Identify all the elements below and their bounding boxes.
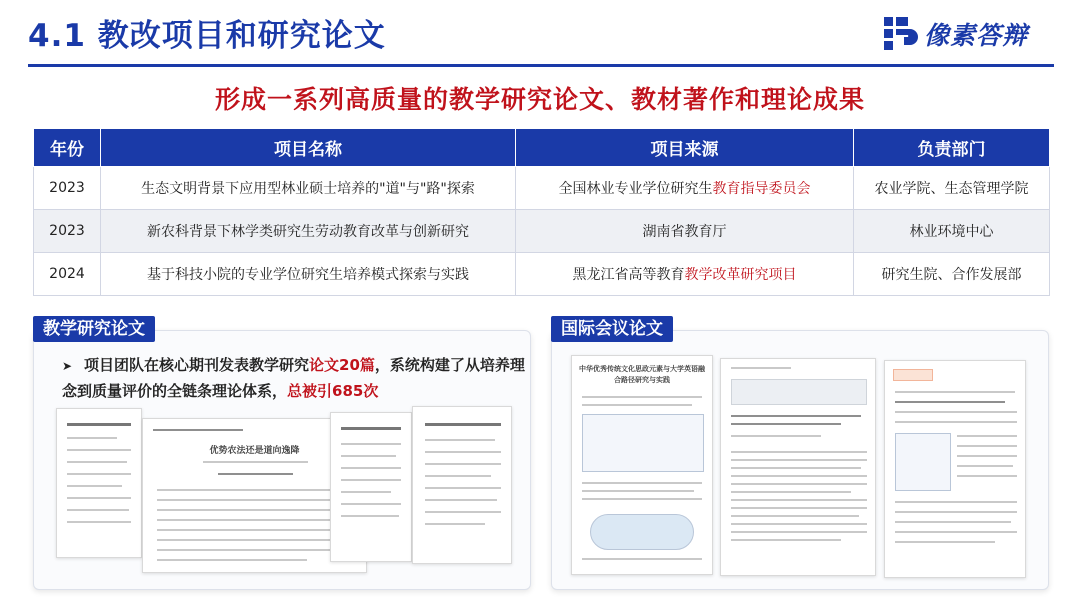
source-text: 湖南省教育厅 (642, 224, 727, 240)
paper-thumbnail (56, 408, 142, 558)
col-header-name: 项目名称 (101, 129, 516, 167)
pixel-logo-icon (884, 17, 918, 51)
arrow-right-icon: ➤ (62, 359, 73, 373)
projects-table (33, 128, 1050, 296)
source-text: 全国林业专业学位研究生 (558, 181, 713, 197)
conference-paper-thumbnail (720, 358, 876, 576)
header-divider (28, 64, 1054, 67)
conference-paper-thumbnail (571, 355, 713, 575)
summary-text-2: ，系统构建了从培养理念到质量评价的全链条理论体系， (62, 356, 525, 400)
table-row (34, 167, 1050, 210)
cell-source (516, 167, 854, 210)
conference-papers-tag: 国际会议论文 (551, 316, 673, 342)
cell-source (516, 253, 854, 296)
cell-year: 2024 (34, 253, 101, 296)
brand-logo (884, 16, 1028, 52)
cell-dept: 研究生院、合作发展部 (854, 253, 1050, 296)
source-highlight: 教育指导委员会 (712, 181, 811, 197)
paper-thumbnail (412, 406, 512, 564)
summary-highlight-1: 论文20篇 (309, 356, 375, 374)
conference-paper-title: 中华优秀传统文化思政元素与大学英语融合路径研究与实践 (579, 365, 705, 384)
cell-project-name: 生态文明背景下应用型林业硕士培养的"道"与"路"探索 (101, 167, 516, 210)
col-header-dept: 负责部门 (854, 129, 1050, 167)
cell-dept: 林业环境中心 (854, 210, 1050, 253)
cell-source (516, 210, 854, 253)
table-row (34, 210, 1050, 253)
section-subtitle: 形成一系列高质量的教学研究论文、教材著作和理论成果 (214, 85, 865, 114)
source-text: 黑龙江省高等教育 (572, 267, 685, 283)
teaching-papers-summary (62, 353, 532, 404)
paper-title: 优势农法还是道向逸降 (209, 446, 300, 456)
summary-text-1: 项目团队在核心期刊发表教学研究 (84, 356, 310, 374)
paper-thumbnail (330, 412, 412, 562)
col-header-year: 年份 (34, 129, 101, 167)
cell-year: 2023 (34, 210, 101, 253)
page-title: 4.1 教改项目和研究论文 (28, 18, 386, 54)
col-header-source: 项目来源 (516, 129, 854, 167)
summary-highlight-2: 总被引685次 (287, 382, 379, 400)
table-header-row (34, 129, 1050, 167)
source-highlight: 教学改革研究项目 (684, 267, 797, 283)
teaching-papers-tag: 教学研究论文 (33, 316, 155, 342)
cell-project-name: 新农科背景下林学类研究生劳动教育改革与创新研究 (101, 210, 516, 253)
cell-dept: 农业学院、生态管理学院 (854, 167, 1050, 210)
cell-project-name: 基于科技小院的专业学位研究生培养模式探索与实践 (101, 253, 516, 296)
conference-paper-thumbnail (884, 360, 1026, 578)
table-row (34, 253, 1050, 296)
brand-logo-text: 像素答辩 (924, 21, 1029, 50)
cell-year: 2023 (34, 167, 101, 210)
